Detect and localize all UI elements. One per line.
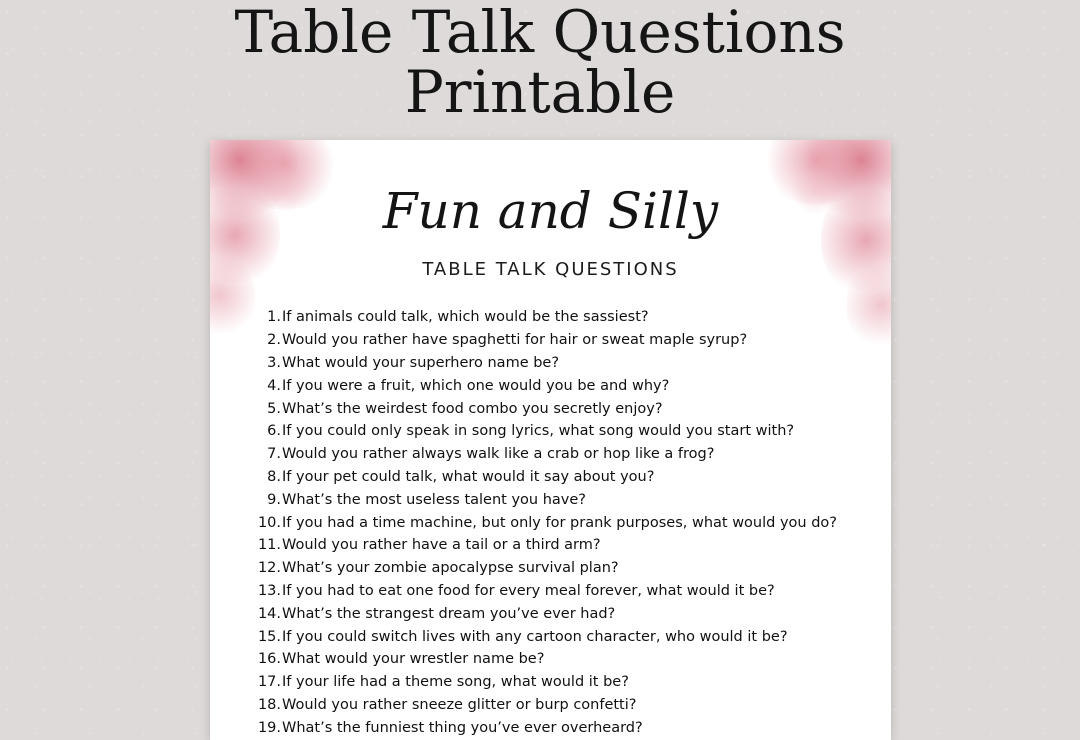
question-text: If your life had a theme song, what would it be?	[282, 674, 629, 691]
question-text: If animals could talk, which would be the sassiest?	[282, 309, 649, 326]
question-text: If you had to eat one food for every meal forever, what would it be?	[282, 582, 775, 599]
question-number: 10.	[257, 514, 281, 531]
question-text: What’s your zombie apocalypse survival plan?	[282, 560, 619, 577]
question-item	[256, 352, 876, 375]
question-number: 15.	[257, 628, 281, 645]
question-number: 9.	[267, 491, 281, 508]
question-item	[256, 488, 876, 511]
question-text: What’s the funniest thing you’ve ever overheard?	[282, 719, 643, 736]
question-item	[256, 557, 876, 580]
question-item	[256, 374, 876, 397]
question-item	[256, 329, 876, 352]
question-item	[256, 466, 876, 489]
question-text: If your pet could talk, what would it say about you?	[282, 468, 655, 485]
question-number: 18.	[257, 696, 281, 713]
question-text: If you could only speak in song lyrics, what song would you start with?	[282, 423, 795, 440]
question-text: What would your superhero name be?	[282, 354, 560, 371]
question-number: 17.	[257, 674, 281, 691]
question-text: Would you rather always walk like a crab or hop like a frog?	[282, 446, 715, 463]
question-item	[256, 534, 876, 557]
question-item	[256, 397, 876, 420]
sheet-subtitle: TABLE TALK QUESTIONS	[422, 259, 679, 280]
page-heading	[0, 0, 1080, 126]
question-text: What’s the strangest dream you’ve ever had?	[282, 605, 616, 622]
question-item	[256, 580, 876, 603]
question-number: 7.	[267, 446, 281, 463]
question-number: 1.	[267, 309, 281, 326]
question-text: What’s the most useless talent you have?	[282, 491, 586, 508]
question-number: 3.	[267, 354, 281, 371]
question-number: 8.	[267, 468, 281, 485]
page-heading-line-2: Printable	[404, 58, 676, 126]
question-number: 6.	[267, 423, 281, 440]
question-number: 16.	[257, 651, 281, 668]
page-heading-line-1: Table Talk Questions	[234, 0, 846, 66]
question-number: 5.	[267, 400, 281, 417]
question-text: What’s the weirdest food combo you secretly enjoy?	[282, 400, 663, 417]
question-text: What would your wrestler name be?	[282, 651, 545, 668]
question-item	[256, 671, 876, 694]
question-number: 14.	[257, 605, 281, 622]
question-item	[256, 420, 876, 443]
question-number: 19.	[257, 719, 281, 736]
printable-sheet	[210, 140, 891, 740]
question-number: 12.	[257, 560, 281, 577]
question-item	[256, 694, 876, 717]
question-number: 4.	[267, 377, 281, 394]
sheet-title: Fun and Silly	[382, 182, 719, 240]
question-item	[256, 443, 876, 466]
question-item	[256, 602, 876, 625]
question-text: Would you rather have spaghetti for hair or sweat maple syrup?	[282, 332, 748, 349]
question-text: If you could switch lives with any cartoon character, who would it be?	[282, 628, 788, 645]
question-item	[256, 306, 876, 329]
question-list	[256, 306, 876, 739]
question-text: Would you rather sneeze glitter or burp confetti?	[282, 696, 637, 713]
question-number: 2.	[267, 332, 281, 349]
question-item	[256, 648, 876, 671]
question-item	[256, 625, 876, 648]
question-text: If you had a time machine, but only for prank purposes, what would you do?	[282, 514, 837, 531]
question-number: 13.	[257, 582, 281, 599]
question-text: If you were a fruit, which one would you be and why?	[282, 377, 670, 394]
question-text: Would you rather have a tail or a third arm?	[282, 537, 601, 554]
question-number: 11.	[257, 537, 281, 554]
question-item	[256, 511, 876, 534]
